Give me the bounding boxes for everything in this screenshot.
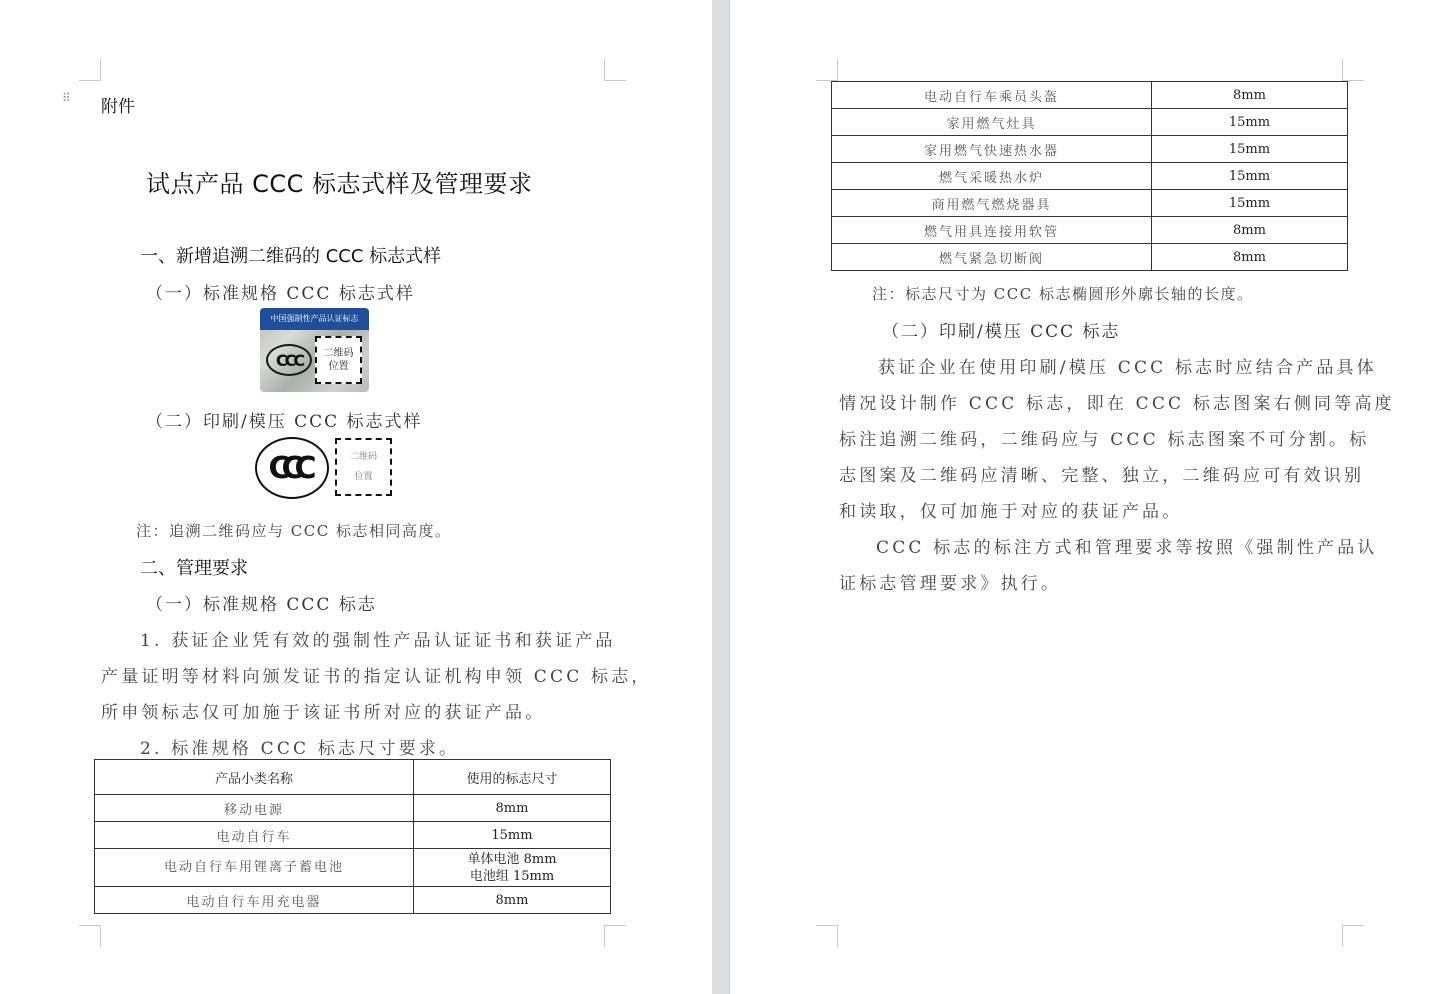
label-band: 中国强制性产品认证标志 [260, 308, 369, 330]
table-row [95, 822, 611, 849]
page-gutter [712, 0, 730, 994]
table-row [832, 109, 1348, 136]
table-row [95, 795, 611, 822]
size-cell: 8mm [414, 887, 611, 914]
qr-code-placeholder: 二维码 位置 [315, 336, 362, 384]
qr-code-placeholder: 二维码 位置 [335, 438, 392, 496]
table-row [95, 849, 611, 887]
paragraph-line: 获证企业在使用印刷/模压 CCC 标志时应结合产品具体 [878, 358, 1377, 378]
margin-corner-mark [604, 925, 626, 947]
size-cell: 15mm [1152, 190, 1348, 217]
paragraph-line: 1. 获证企业凭有效的强制性产品认证证书和获证产品 [140, 631, 616, 651]
size-cell: 8mm [1152, 82, 1348, 109]
standard-ccc-label-image [260, 308, 369, 392]
size-spec-table-continued [831, 81, 1348, 271]
margin-corner-mark [816, 59, 838, 81]
product-name-cell: 家用燃气快速热水器 [832, 136, 1152, 163]
section-1-heading: 一、新增追溯二维码的 CCC 标志式样 [140, 246, 442, 267]
size-cell: 单体电池 8mm 电池组 15mm [414, 849, 611, 887]
ccc-mark-icon: CCC [255, 437, 329, 499]
product-name-cell: 电动自行车用锂离子蓄电池 [95, 849, 414, 887]
column-header: 使用的标志尺寸 [414, 760, 611, 795]
size-cell: 15mm [1152, 163, 1348, 190]
paragraph-line: 产量证明等材料向颁发证书的指定认证机构申领 CCC 标志， [101, 667, 652, 687]
section-1-sub2: （二）印刷/模压 CCC 标志式样 [146, 412, 423, 432]
margin-corner-mark [79, 925, 101, 947]
size-cell: 15mm [1152, 136, 1348, 163]
paragraph-line: 志图案及二维码应清晰、完整、独立，二维码应可有效识别 [839, 466, 1365, 486]
table-row [832, 136, 1348, 163]
paragraph-line: 证标志管理要求》执行。 [839, 574, 1062, 594]
paragraph-line: 和读取，仅可加施于对应的获证产品。 [839, 502, 1183, 522]
product-name-cell: 燃气用具连接用软管 [832, 217, 1152, 244]
size-cell: 8mm [414, 795, 611, 822]
column-header: 产品小类名称 [95, 760, 414, 795]
product-name-cell: 电动自行车用充电器 [95, 887, 414, 914]
table-row [832, 244, 1348, 271]
table-row [832, 82, 1348, 109]
product-name-cell: 燃气紧急切断阀 [832, 244, 1152, 271]
margin-corner-mark [1342, 925, 1364, 947]
margin-corner-mark [604, 59, 626, 81]
table-row [95, 887, 611, 914]
product-name-cell: 电动自行车乘员头盔 [832, 82, 1152, 109]
paragraph-line: 标注追溯二维码，二维码应与 CCC 标志图案不可分割。标 [839, 430, 1370, 450]
table-row [832, 190, 1348, 217]
section-2-heading: 二、管理要求 [140, 558, 248, 579]
product-name-cell: 电动自行车 [95, 822, 414, 849]
size-spec-table [94, 759, 611, 914]
item-2-heading: 2. 标准规格 CCC 标志尺寸要求。 [140, 739, 460, 759]
ccc-mark-icon: CCC [266, 344, 312, 376]
paragraph-line: 情况设计制作 CCC 标志，即在 CCC 标志图案右侧同等高度 [839, 394, 1395, 414]
margin-corner-mark [1342, 59, 1364, 81]
table-header-row [95, 760, 611, 795]
paragraph-line: CCC 标志的标注方式和管理要求等按照《强制性产品认 [876, 538, 1378, 558]
table-row [832, 163, 1348, 190]
paragraph-line: 所申领标志仅可加施于该证书所对应的获证产品。 [101, 703, 546, 723]
table-note: 注：标志尺寸为 CCC 标志椭圆形外廓长轴的长度。 [872, 285, 1254, 303]
product-name-cell: 燃气采暖热水炉 [832, 163, 1152, 190]
page-1 [0, 0, 712, 994]
size-cell: 15mm [414, 822, 611, 849]
size-cell: 8mm [1152, 244, 1348, 271]
section-1-sub1: （一）标准规格 CCC 标志式样 [146, 284, 415, 304]
drag-handle-icon[interactable]: ⠿ [62, 91, 70, 105]
margin-corner-mark [79, 59, 101, 81]
product-name-cell: 商用燃气燃烧器具 [832, 190, 1152, 217]
product-name-cell: 移动电源 [95, 795, 414, 822]
margin-corner-mark [816, 925, 838, 947]
size-cell: 15mm [1152, 109, 1348, 136]
product-name-cell: 家用燃气灶具 [832, 109, 1152, 136]
section-1-note: 注：追溯二维码应与 CCC 标志相同高度。 [136, 522, 452, 540]
annex-label: 附件 [101, 97, 135, 117]
section-2-sub1: （一）标准规格 CCC 标志 [146, 595, 377, 615]
section-2-sub2: （二）印刷/模压 CCC 标志 [882, 322, 1121, 342]
document-title: 试点产品 CCC 标志式样及管理要求 [146, 170, 533, 198]
table-row [832, 217, 1348, 244]
size-cell: 8mm [1152, 217, 1348, 244]
